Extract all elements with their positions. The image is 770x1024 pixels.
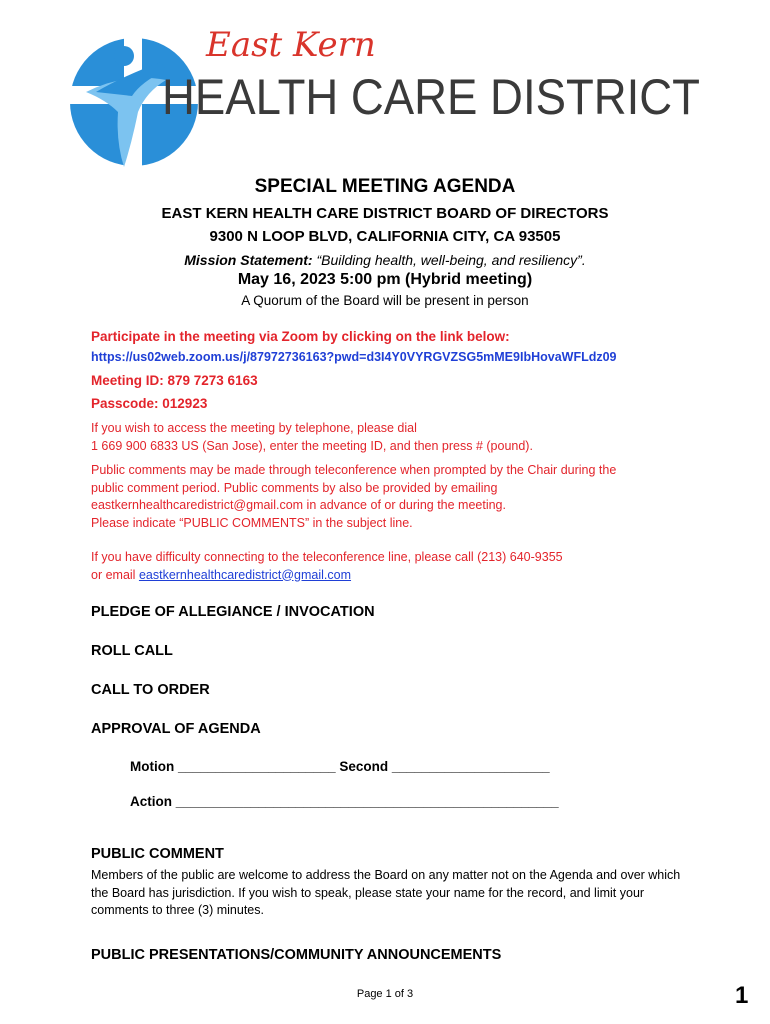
- zoom-intro: Participate in the meeting via Zoom by clicking on the link below:: [91, 329, 510, 344]
- section-public-presentations: PUBLIC PRESENTATIONS/COMMUNITY ANNOUNCEMENTS: [91, 947, 502, 963]
- meeting-date: May 16, 2023 5:00 pm (Hybrid meeting): [237, 271, 533, 288]
- mission-label: Mission Statement:: [184, 252, 313, 268]
- section-roll-call: ROLL CALL: [91, 643, 173, 659]
- agenda-title: SPECIAL MEETING AGENDA: [254, 176, 516, 197]
- passcode: Passcode: 012923: [91, 396, 208, 411]
- section-public-comment: PUBLIC COMMENT: [91, 846, 224, 862]
- section-approval-of-agenda: APPROVAL OF AGENDA: [91, 721, 261, 737]
- zoom-link[interactable]: https://us02web.zoom.us/j/87972736163?pwd=d3I4Y0VYRGVZSG5mME9IbHovaWFLdz09: [91, 350, 617, 364]
- logo-main-text: HEALTH CARE DISTRICT: [162, 69, 700, 125]
- motion-second-line: Motion _____________________ Second _____________________: [130, 759, 550, 774]
- public-line-2: public comment period. Public comments by also be provided by emailing: [91, 480, 498, 495]
- mission-statement: [0, 252, 770, 268]
- section-pledge: PLEDGE OF ALLEGIANCE / INVOCATION: [91, 604, 375, 620]
- section-call-to-order: CALL TO ORDER: [91, 682, 210, 698]
- difficulty-line-2: [91, 567, 563, 585]
- difficulty-instructions: [91, 549, 563, 584]
- district-logo: [66, 22, 706, 174]
- public-line-3: eastkernhealthcaredistrict@gmail.com in advance of or during the meeting.: [91, 498, 506, 512]
- mission-text: “Building health, well-being, and resiliency”.: [316, 252, 586, 268]
- meeting-id: Meeting ID: 879 7273 6163: [91, 373, 258, 388]
- public-comment-instructions: [91, 462, 616, 532]
- organization-name: EAST KERN HEALTH CARE DISTRICT BOARD OF DIRECTORS: [161, 205, 609, 222]
- phone-line-2: 1 669 900 6833 US (San Jose), enter the meeting ID, and then press # (pound).: [91, 438, 533, 453]
- page-number: 1: [735, 982, 749, 1009]
- phone-instructions: [91, 420, 533, 455]
- page-label: Page 1 of 3: [356, 988, 414, 1000]
- address: 9300 N LOOP BLVD, CALIFORNIA CITY, CA 93505: [209, 228, 561, 245]
- quorum-note: A Quorum of the Board will be present in person: [241, 293, 529, 308]
- public-line-1: Public comments may be made through teleconference when prompted by the Chair during the: [91, 463, 617, 477]
- action-line: Action ___________________________________________________: [130, 794, 559, 809]
- phone-line-1: If you wish to access the meeting by telephone, please dial: [91, 421, 417, 435]
- logo-script-text: East Kern: [206, 25, 376, 65]
- email-link[interactable]: eastkernhealthcaredistrict@gmail.com: [138, 567, 352, 582]
- public-comment-text: Members of the public are welcome to address the Board on any matter not on the Agenda and over which the Board has jurisdiction. If you wish to speak, please state your name for the record, and limit your comments to three (3) minutes.: [91, 868, 681, 917]
- public-line-4: Please indicate “PUBLIC COMMENTS” in the subject line.: [91, 515, 413, 530]
- difficulty-prefix: or email: [91, 567, 139, 582]
- difficulty-line-1: If you have difficulty connecting to the teleconference line, please call (213) 640-9355: [91, 550, 563, 564]
